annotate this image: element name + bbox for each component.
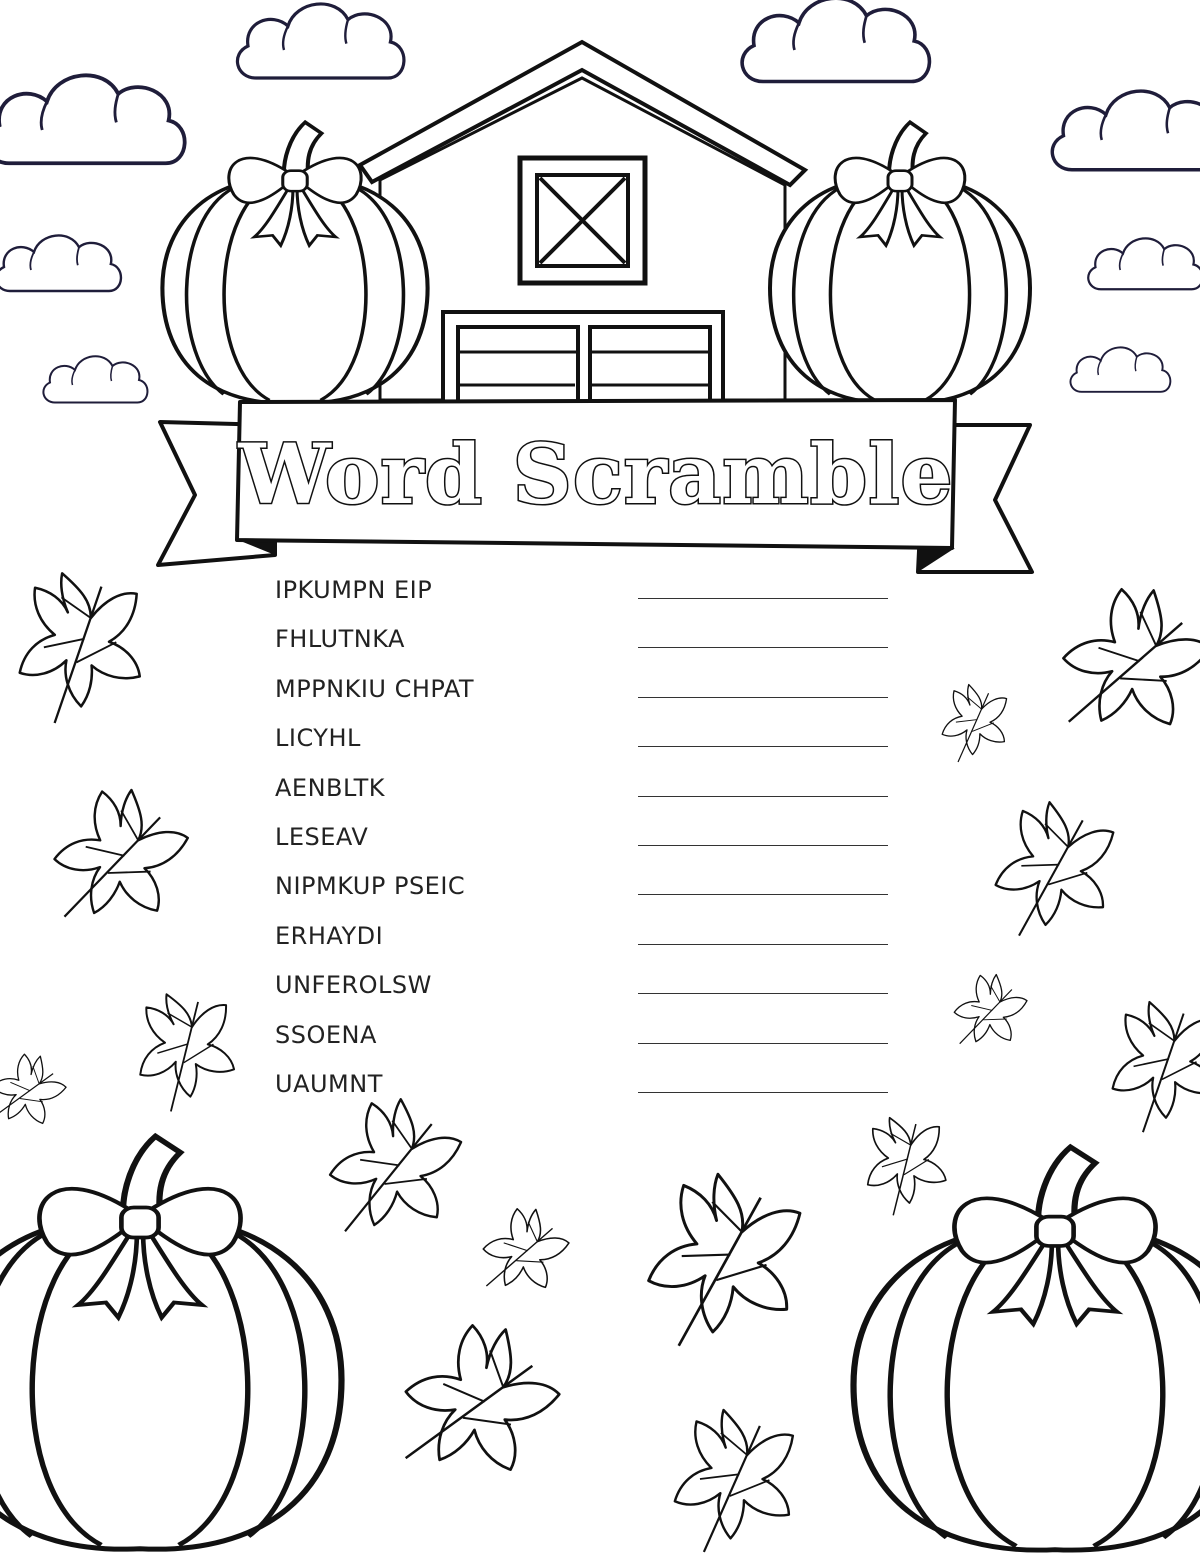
pumpkin-icon bbox=[854, 1147, 1200, 1550]
answer-line[interactable] bbox=[638, 894, 888, 895]
cloud-icon bbox=[237, 4, 403, 78]
word-row bbox=[275, 864, 895, 913]
scrambled-word: AENBLTK bbox=[275, 773, 385, 802]
scrambled-word: UAUMNT bbox=[275, 1069, 383, 1098]
leaf-icon bbox=[949, 969, 1030, 1054]
word-row bbox=[275, 568, 895, 617]
leaf-icon bbox=[117, 976, 253, 1117]
scrambled-word-list bbox=[275, 568, 895, 1111]
scrambled-word: LICYHL bbox=[275, 724, 361, 753]
cloud-icon bbox=[0, 75, 185, 163]
answer-line[interactable] bbox=[638, 1092, 888, 1093]
cloud-icon bbox=[43, 356, 147, 402]
word-row bbox=[275, 1062, 895, 1111]
word-row bbox=[275, 815, 895, 864]
scrambled-word: LESEAV bbox=[275, 822, 369, 851]
leaf-icon bbox=[640, 1167, 811, 1347]
scrambled-word: ERHAYDI bbox=[275, 921, 384, 950]
scrambled-word: UNFEROLSW bbox=[275, 971, 432, 1000]
answer-line[interactable] bbox=[638, 598, 888, 599]
leaf-icon bbox=[0, 1044, 73, 1138]
answer-line[interactable] bbox=[638, 697, 888, 698]
word-row bbox=[275, 1013, 895, 1062]
scrambled-word: FHLUTNKA bbox=[275, 625, 405, 654]
leaf-icon bbox=[474, 1199, 575, 1304]
leaf-icon bbox=[934, 679, 1015, 764]
scrambled-word: MPPNKIU CHPAT bbox=[275, 674, 475, 703]
word-row bbox=[275, 617, 895, 666]
leaf-icon bbox=[989, 797, 1122, 937]
answer-line[interactable] bbox=[638, 746, 888, 747]
leaf-icon bbox=[1048, 572, 1200, 752]
leaf-icon bbox=[0, 556, 163, 728]
leaf-icon bbox=[385, 1305, 574, 1500]
leaf-icon bbox=[661, 1399, 810, 1553]
barn-icon bbox=[360, 42, 805, 402]
scrambled-word: IPKUMPN EIP bbox=[275, 576, 433, 604]
leaf-icon bbox=[45, 779, 194, 935]
cloud-icon bbox=[1070, 347, 1170, 391]
cloud-icon bbox=[1088, 238, 1200, 289]
scrambled-word: SSOENA bbox=[275, 1020, 377, 1049]
answer-line[interactable] bbox=[638, 1043, 888, 1044]
word-row bbox=[275, 963, 895, 1012]
cloud-icon bbox=[0, 235, 121, 291]
word-row bbox=[275, 667, 895, 716]
answer-line[interactable] bbox=[638, 944, 888, 945]
word-row bbox=[275, 716, 895, 765]
cloud-icon bbox=[1052, 91, 1200, 170]
word-row bbox=[275, 766, 895, 815]
leaf-icon bbox=[849, 1103, 963, 1220]
cloud-icon bbox=[742, 0, 929, 82]
leaf-icon bbox=[325, 1094, 464, 1241]
leaf-icon bbox=[1093, 987, 1200, 1137]
pumpkin-icon bbox=[0, 1136, 342, 1549]
pumpkin-icon bbox=[770, 122, 1030, 403]
answer-line[interactable] bbox=[638, 845, 888, 846]
answer-line[interactable] bbox=[638, 993, 888, 994]
answer-line[interactable] bbox=[638, 647, 888, 648]
scrambled-word: NIPMKUP PSEIC bbox=[275, 872, 466, 901]
word-row bbox=[275, 914, 895, 963]
answer-line[interactable] bbox=[638, 796, 888, 797]
page-title: Word Scramble bbox=[238, 427, 954, 523]
